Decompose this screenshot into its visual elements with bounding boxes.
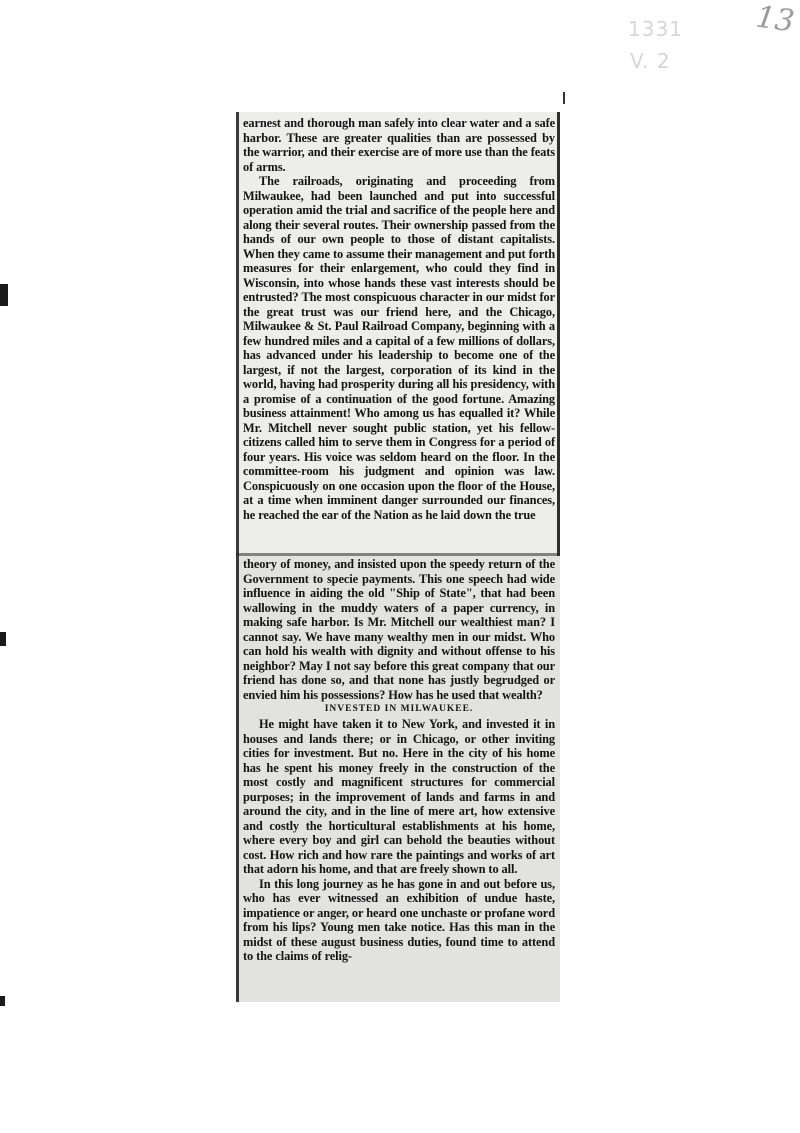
clipping-upper [236, 112, 560, 556]
binding-mark-1 [0, 284, 8, 306]
section-subhead: INVESTED IN MILWAUKEE. [324, 704, 474, 714]
archive-stamp [628, 4, 723, 84]
article-paragraph: He might have taken it to New York, and invested it in houses and lands there; or in Chicago, or other inviting cities for investment. But no. Here in the city of his home has he spent his money freely in the construction of the most costly and magnificent structures for commercial purposes; in the improvement of lands and farms in and around the city, and in the line of mere art, how extensive and costly the horticultural establishments at his home, where every boy and girl can behold the beauties without cost. How rich and how rare the paintings and works of art that adorn his home, and that are freely shown to all. [243, 717, 555, 876]
article-column-upper [243, 116, 555, 522]
page-number-mark: 13 [753, 0, 797, 40]
article-paragraph: The railroads, originating and proceeding from Milwaukee, had been launched and put into successful operation amid the trial and sacrifice of the people here and along their several routes. Their ownership passed from the hands of our own people to those of distant capitalists. When they came to assume their management and put forth measures for their enlargement, who could they find in Wisconsin, into whose hands these vast interests should be entrusted? The most conspicuous character in our midst for the great trust was our friend here, and the Chicago, Milwaukee & St. Paul Railroad Company, beginning with a few hundred miles and a capital of a few millions of dollars, has advanced under his leadership to become one of the largest, if not the largest, corporation of its kind in the world, having had prosperity during all his presidency, with a promise of a continuation of the good fortune. Amazing business attainment! Who among us has equalled it? While Mr. Mitchell never sought public station, yet his fellow-citizens called him to serve them in Congress for a period of four years. His voice was seldom heard on the floor. In the committee-room his judgment and opinion was law. Conspicuously on one occasion upon the floor of the House, at a time when imminent danger surrounded our finances, he reached the ear of the Nation as he laid down the true [243, 174, 555, 522]
margin-tick [563, 92, 565, 104]
article-paragraph: theory of money, and insisted upon the speedy return of the Government to specie payments. This one speech had wide influence in aiding the old "Ship of State", that had been wallowing in the muddy waters of a paper currency, in making safe harbor. Is Mr. Mitchell our wealthiest man? I cannot say. We have many wealthy men in our midst. Who can hold his wealth with dignity and without offense to his neighbor? May I not say before this great company that our friend has done so, and that none has justly begrudged or envied him his possessions? How has he used that wealth? [243, 557, 555, 702]
article-column-lower [243, 557, 555, 964]
binding-mark-2 [0, 632, 6, 646]
article-paragraph: In this long journey as he has gone in and out before us, who has ever witnessed an exhibition of undue haste, impatience or anger, or heard one unchaste or profane word from his lips? Young men take notice. Has this man in the midst of these august business duties, found time to attend to the claims of relig- [243, 876, 555, 963]
stamp-line-2: V. 2 [630, 49, 671, 73]
article-paragraph: earnest and thorough man safely into clear water and a safe harbor. These are greater qualities than are possessed by the warrior, and their exercise are of more use than the feats of arms. [243, 116, 555, 174]
stamp-line-1: 1331 [628, 17, 683, 41]
clipping-lower [236, 556, 560, 1002]
binding-mark-3 [0, 996, 5, 1006]
